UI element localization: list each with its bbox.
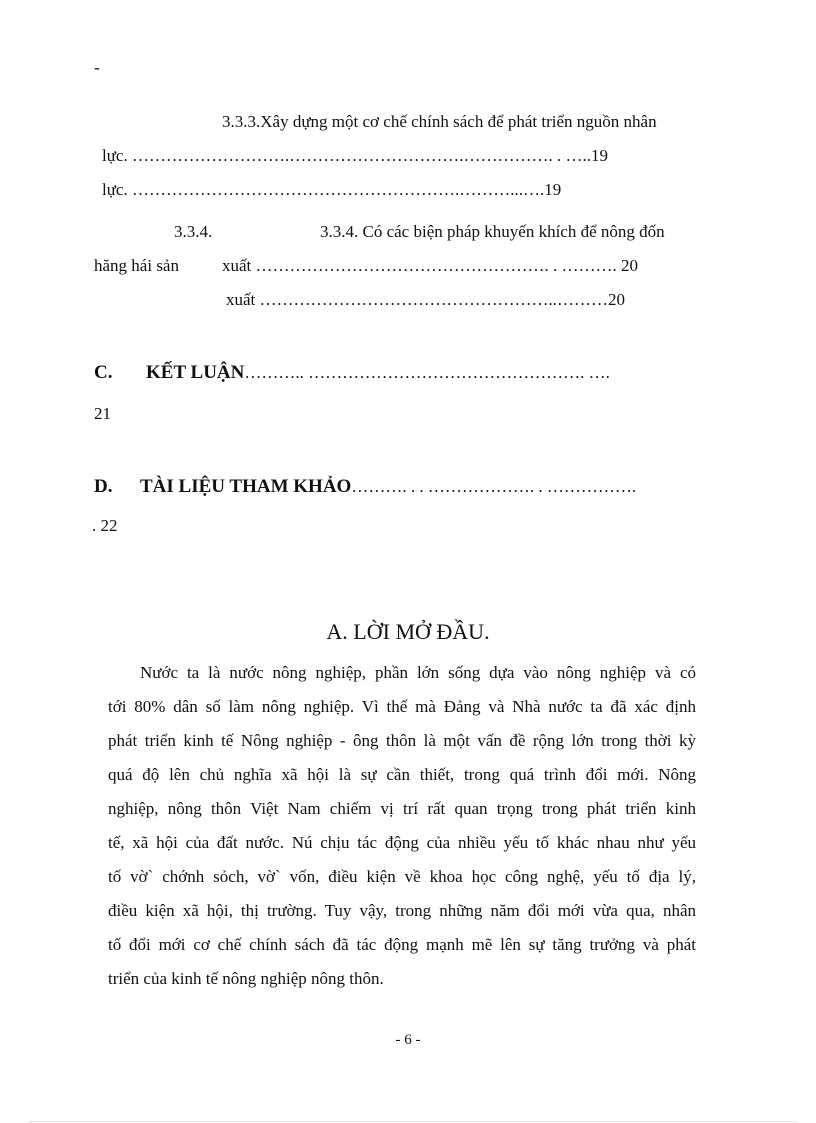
body-line-6: tế, xã hội của đất nước. Nú chịu tác động của nhiều yếu tố khác nhau như yếu xyxy=(108,833,696,852)
body-line-7: tố vờ` chớnh sỏch, vờ` vốn, điều kiện về khoa học công nghệ, yếu tố địa lý, xyxy=(108,867,696,886)
toc-section-d-dots: ………. . . ………………. . ……………. xyxy=(351,477,637,496)
body-line-2: tới 80% dân số làm nông nghiệp. Vì thế mà Đảng và Nhà nước ta đã xác định xyxy=(108,697,696,716)
toc-section-c-page: 21 xyxy=(94,404,111,423)
body-line-3: phát triển kinh tế Nông nghiệp - ông thôn là một vấn đề rộng lớn trong thời kỳ xyxy=(108,731,696,750)
toc-item-334-number: 3.3.4. xyxy=(174,222,213,241)
body-line-9: tố đổi mới cơ chế chính sách đã tác động mạnh mẽ lên sự tăng trưởng và phát xyxy=(108,935,696,954)
body-line-5: nghiệp, nông thôn Việt Nam chiếm vị trí rất quan trọng trong phát triển kinh xyxy=(108,799,696,818)
toc-section-d-letter: D. xyxy=(94,476,113,497)
toc-section-c-entry xyxy=(146,362,610,384)
page-title: A. LỜI MỞ ĐẦU. xyxy=(326,619,490,644)
body-line-1: Nước ta là nước nông nghiệp, phần lớn sống dựa vào nông nghiệp và có xyxy=(140,663,696,682)
page-bottom-divider xyxy=(30,1121,796,1122)
page-number: - 6 - xyxy=(395,1032,421,1048)
toc-item-333-heading: 3.3.3.Xây dựng một cơ chế chính sách để phát triển nguồn nhân xyxy=(222,112,657,131)
toc-item-333-line1: lực. ……………………….………………………….……………. . …..19 xyxy=(102,146,608,165)
toc-section-c-title: KẾT LUẬN xyxy=(146,362,245,383)
toc-section-d-page: . 22 xyxy=(92,516,118,535)
toc-item-334-line2: xuất ……………………………………………..………20 xyxy=(226,290,626,309)
toc-section-d-title: TÀI LIỆU THAM KHẢO xyxy=(140,476,352,497)
toc-item-333-line2: lực. ………………………………………………….………...….19 xyxy=(102,180,562,199)
toc-item-334-heading: 3.3.4. Có các biện pháp khuyến khích để nông đốn xyxy=(320,222,665,241)
top-dash: - xyxy=(94,58,100,77)
body-line-8: điều kiện xã hội, thị trường. Tuy vậy, trong những năm đổi mới vừa qua, nhân xyxy=(108,901,696,920)
body-line-10: triển của kinh tế nông nghiệp nông thôn. xyxy=(108,969,384,988)
toc-section-d-entry xyxy=(140,476,636,498)
body-line-4: quá độ lên chủ nghĩa xã hội là sự cần thiết, trong quá trình đổi mới. Nông xyxy=(108,765,696,784)
toc-section-c-dots: ……….. …………………………………………. …. xyxy=(244,363,610,382)
toc-section-c-letter: C. xyxy=(94,362,113,383)
toc-item-334-left-text: hăng hái sản xyxy=(94,256,179,275)
toc-item-334-line1: xuất ……………………………………………. . ………. 20 xyxy=(222,256,639,275)
